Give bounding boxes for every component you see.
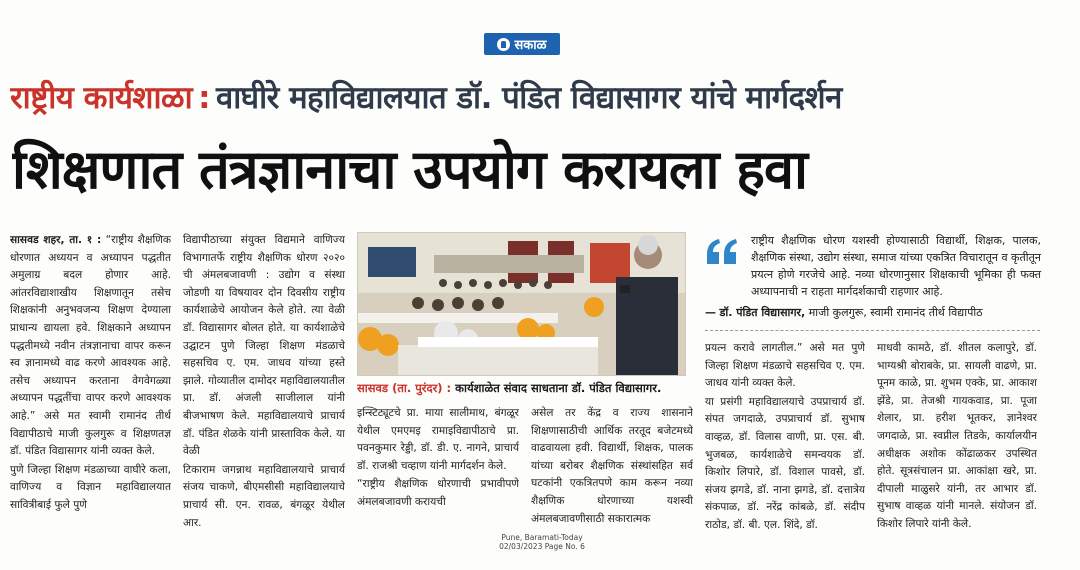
caption-place: सासवड (ता. पुरंदर) :: [357, 381, 452, 395]
caption-text: कार्यशाळेत संवाद साधताना डॉ. पंडित विद्यासागर.: [455, 381, 662, 395]
kicker-label: राष्ट्रीय कार्यशाळा: [10, 80, 193, 116]
article-column-5: [705, 340, 865, 550]
dateline: सासवड शहर, ता. १ :: [10, 234, 102, 246]
article-column-2: [183, 232, 345, 550]
article-column-3: [357, 405, 519, 550]
attribution-name: डॉ. पंडित विद्यासागर,: [719, 306, 806, 319]
column-paragraph: प्रयत्न करावे लागतील.” असे मत पुणे जिल्हा शिक्षण मंडळाचे सहसचिव ए. एम. जाधव यांनी व्यक्त केले.: [705, 342, 865, 390]
main-headline: शिक्षणात तंत्रज्ञानाचा उपयोग करायला हवा: [12, 138, 807, 201]
page-footer: [487, 533, 597, 551]
column-paragraph: “राष्ट्रीय शैक्षणिक धोरणात अध्ययन व अध्यापन पद्धतीत अमुलाग्र बदल होणार आहे. आंतरविद्याशाखीय शिक्षणातून तसेच शिक्षकांनी अनुभवजन्य शिक्षण देण्याला प्राधान्य द्यायला हवे. शिक्षकाने अध्यापन पद्धतीमध्ये नवीन तंत्रज्ञानाचा वापर करून स्व ज्ञानामध्ये वाढ करणे आवश्यक आहे. तसेच अध्यापन करताना वेगवेगळ्या अध्यापन पद्धतींचा वापर करणे आवश्यक आहे.” असे मत स्वामी रामानंद तीर्थ विद्यापीठाचे माजी कुलगुरू व शिक्षणतज्ञ डॉ. पंडित विद्यासागर यांनी व्यक्त केले.: [10, 234, 171, 458]
kicker-separator: :: [198, 80, 211, 116]
sakal-logo-icon: [497, 38, 510, 51]
attribution-role: माजी कुलगुरू, स्वामी रामानंद तीर्थ विद्यापीठ: [808, 306, 983, 319]
article-column-1: [10, 232, 171, 550]
footer-edition: Pune, Baramati-Today: [501, 533, 583, 542]
article-column-6: [877, 340, 1037, 550]
masthead-logo: [484, 33, 560, 55]
kicker-headline: [10, 72, 1075, 124]
column-paragraph: इन्स्टिट्यूटचे प्रा. माया सालीमाथ, बंगळूर येथील एमएमइ रामाइविद्यापीठाचे प्रा. पवनकुमार रेड्डी, डॉ. डी. ए. नागने, प्राचार्य डॉ. राजश्री चव्हाण यांनी मार्गदर्शन केले.: [357, 407, 519, 472]
event-photo: [357, 232, 686, 376]
column-paragraph: टिकाराम जगन्नाथ महाविद्यालयाचे प्राचार्य संजय चाकणे, बीएमसीसी महाविद्यालयाचे प्राचार्य सी. एन. रावळ, बंगळूर येथील आर.: [183, 463, 345, 529]
photo-caption: [357, 378, 684, 398]
kicker-text: वाघीरे महाविद्यालयात डॉ. पंडित विद्यासागर यांचे मार्गदर्शन: [216, 80, 842, 116]
article-column-4: [531, 405, 693, 550]
column-paragraph: पुणे जिल्हा शिक्षण मंडळाच्या वाघीरे कला, वाणिज्य व विज्ञान महाविद्यालयात सावित्रीबाई फुले पुणे: [10, 463, 171, 511]
column-paragraph: “राष्ट्रीय शैक्षणिक धोरणाची प्रभावीपणे अंमलबजावणी करायची: [357, 478, 519, 508]
column-paragraph: माधवी कामठे, डॉ. शीतल कलापुरे, डॉ. भाग्यश्री बोराबके, प्रा. सायली वाढणे, प्रा. पूनम काळे, प्रा. शुभम एक्के, प्रा. आकाश झेंडे, प्रा. तेजश्री गायकवाड, प्रा. पूजा शेलार, प्रा. हरीश भूतकर, ज्ञानेश्वर जगदाळे, प्रा. स्वप्नील तिडके, कार्यालयीन अधीक्षक अशोक कोंढाळकर उपस्थित होते. सूत्रसंचालन प्रा. आकांक्षा खरे, प्रा. दीपाली माळुसरे यांनी, तर आभार डॉ. सुभाष वाव्हळ यांनी मानले. संयोजन डॉ. किशोर लिपारे यांनी केले.: [877, 342, 1037, 530]
pull-quote: [705, 232, 1040, 331]
pull-quote-text: राष्ट्रीय शैक्षणिक धोरण यशस्वी होण्यासाठी विद्यार्थी, शिक्षक, पालक, शैक्षणिक संस्था, उद्योग संस्था, समाज यांच्या एकत्रित विचारातून व कृतीतून प्रयत्न होणे गरजेचे आहे. नव्या धोरणानुसार शिक्षकाची भूमिका ही फक्त अध्यापनाची न राहता मार्गदर्शकाची राहणार आहे.: [751, 234, 1041, 298]
column-paragraph: या प्रसंगी महाविद्यालयाचे उपप्राचार्य डॉ. संपत जगदाळे, उपप्राचार्य डॉ. सुभाष वाव्हळ, डॉ. विलास वाणी, प्रा. एस. बी. भुजबळ, कार्यशाळेचे समन्वयक डॉ. किशोर लिपारे, डॉ. विशाल पावसे, डॉ. संजय झगडे, डॉ. नाना झगडे, डॉ. दत्तात्रेय संकपाळ, डॉ. नरेंद्र कांबळे, डॉ. संदीप राठोड, डॉ. बी. एल. शिंदे, डॉ.: [705, 395, 865, 531]
event-photo-illustration: [358, 233, 685, 375]
quote-mark-icon: [705, 238, 739, 266]
pull-quote-attribution: [705, 304, 1045, 321]
masthead-name: सकाळ: [514, 38, 547, 53]
column-paragraph: असेल तर केंद्र व राज्य शासनाने शिक्षणासाठीची आर्थिक तरतूद बजेटमध्ये वाढवायला हवी. विद्यार्थी, शिक्षक, पालक यांच्या बरोबर शैक्षणिक संस्थांसहित सर्व घटकांनी एकत्रितपणे काम करून नव्या शैक्षणिक धोरणाच्या यशस्वी अंमलबजावणीसाठी सकारात्मक: [531, 407, 693, 525]
footer-date-page: 02/03/2023 Page No. 6: [499, 542, 585, 551]
attribution-dash: —: [705, 306, 716, 319]
column-paragraph: विद्यापीठाच्या संयुक्त विद्यमाने वाणिज्य विभागातर्फे राष्ट्रीय शैक्षणिक धोरण २०२० ची अंमलबजावणी : उद्योग व संस्था जोडणी या विषयावर दोन दिवसीय राष्ट्रीय कार्यशाळेचे आयोजन केले होते. त्या वेळी डॉ. विद्यासागर बोलत होते. या कार्यशाळेचे उद्घाटन पुणे जिल्हा शिक्षण मंडळाचे सहसचिव ए. एम. जाधव यांच्या हस्ते झाले. गोव्यातील दामोदर महाविद्यालयातील प्रा. डॉ. अंजली साजीलाल यांनी बीजभाषण केले. महाविद्यालयाचे प्राचार्य डॉ. पंडित शेळके यांनी प्रास्ताविक केले. या वेळी: [183, 234, 345, 458]
